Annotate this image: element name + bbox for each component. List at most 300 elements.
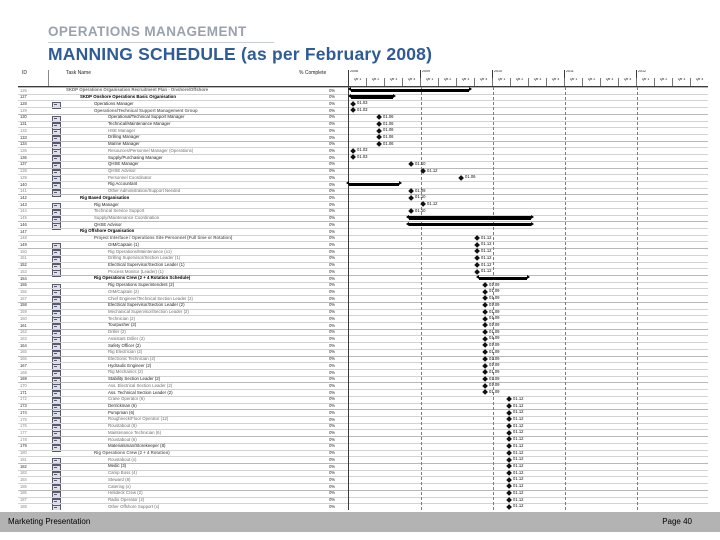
row-id: 179 <box>20 443 27 449</box>
percent-complete-value: 0% <box>329 456 335 462</box>
timescale-year: 2012 <box>637 70 708 78</box>
percent-complete-value: 0% <box>329 289 335 295</box>
row-id: 180 <box>20 450 27 456</box>
percent-complete-value: 0% <box>329 356 335 362</box>
task-name: Derrickman (6) <box>108 402 137 408</box>
gantt-milestone-label: 01.12 <box>513 395 524 401</box>
gantt-milestone-marker[interactable] <box>482 383 488 389</box>
timescale <box>348 70 708 87</box>
gantt-milestone-label: 01.12 <box>513 422 524 428</box>
percent-complete-value: 0% <box>329 101 335 107</box>
gantt-bars-area[interactable] <box>348 87 708 510</box>
gantt-chart <box>18 70 708 510</box>
gantt-milestone-label: 01.12 <box>513 489 524 495</box>
gantt-milestone-marker[interactable] <box>482 316 488 322</box>
percent-complete-value: 0% <box>329 503 335 509</box>
task-name: Electronic Technician (2) <box>108 355 156 361</box>
footer-page-number: Page 40 <box>662 517 692 526</box>
timescale-quarter: Qtr 1 <box>421 78 439 86</box>
task-name: Camp Boss (4) <box>108 470 137 476</box>
percent-complete-value: 0% <box>329 376 335 382</box>
row-id: 178 <box>20 436 27 442</box>
gantt-milestone-marker[interactable] <box>506 490 512 496</box>
gantt-milestone-label: 01.09 <box>489 308 500 314</box>
gantt-milestone-marker[interactable] <box>350 108 356 114</box>
task-name: Rig Operations/Maintenance (x1) <box>108 248 172 254</box>
percent-complete-value: 0% <box>329 174 335 180</box>
gantt-milestone-marker[interactable] <box>506 430 512 436</box>
percent-complete-value: 0% <box>329 443 335 449</box>
task-name: OIM/Captain (2) <box>108 288 139 294</box>
gantt-milestone-marker[interactable] <box>506 450 512 456</box>
timescale-quarter: Qtr 2 <box>511 78 529 86</box>
percent-complete-value: 0% <box>329 107 335 113</box>
percent-complete-value: 0% <box>329 483 335 489</box>
task-name: SKDP Operations Organisation Recruitment Plan - Onshore/Offshore <box>66 87 209 93</box>
gantt-milestone-label: 01.06 <box>383 127 394 133</box>
row-id: 136 <box>20 154 27 160</box>
gantt-milestone-marker[interactable] <box>474 249 480 255</box>
task-name: Rig Manager <box>94 201 119 207</box>
timescale-quarter: Qtr 4 <box>619 78 637 86</box>
gantt-milestone-marker[interactable] <box>474 235 480 241</box>
gantt-milestone-label: 01.06 <box>383 134 394 140</box>
percent-complete-value: 0% <box>329 148 335 154</box>
gantt-milestone-marker[interactable] <box>408 208 414 214</box>
row-id: 159 <box>20 309 27 315</box>
task-name: Ass. Electrical Section Leader (2) <box>108 382 173 388</box>
gantt-milestone-label: 01.06 <box>383 113 394 119</box>
slide-footer <box>0 512 720 532</box>
gantt-summary-bar[interactable] <box>409 223 531 227</box>
row-id: 152 <box>20 262 27 268</box>
row-id: 170 <box>20 383 27 389</box>
percent-complete-value: 0% <box>329 329 335 335</box>
row-id: 182 <box>20 463 27 469</box>
percent-complete-value: 0% <box>329 463 335 469</box>
row-id: 130 <box>20 114 27 120</box>
percent-complete-value: 0% <box>329 282 335 288</box>
task-name: Personnel Coordinator <box>108 174 152 180</box>
gantt-milestone-marker[interactable] <box>506 396 512 402</box>
gantt-milestone-marker[interactable] <box>376 128 382 134</box>
gantt-milestone-label: 01.06 <box>465 174 476 180</box>
task-name: Stability Section Leader (2) <box>108 376 161 382</box>
gantt-milestone-marker[interactable] <box>408 195 414 201</box>
gantt-milestone-marker[interactable] <box>350 148 356 154</box>
percent-complete-value: 0% <box>329 181 335 187</box>
title-divider <box>48 42 274 43</box>
percent-complete-value: 0% <box>329 242 335 248</box>
gantt-milestone-label: 01.03 <box>357 147 368 153</box>
gantt-summary-bar[interactable] <box>349 183 399 187</box>
gantt-milestone-marker[interactable] <box>350 101 356 107</box>
percent-complete-value: 0% <box>329 134 335 140</box>
percent-complete-value: 0% <box>329 403 335 409</box>
row-id: 145 <box>20 215 27 221</box>
timescale-quarters <box>349 78 708 86</box>
gantt-milestone-label: 01.10 <box>415 194 426 200</box>
percent-complete-value: 0% <box>329 201 335 207</box>
gantt-milestone-marker[interactable] <box>506 410 512 416</box>
task-name: Drilling Manager <box>108 134 140 140</box>
task-name: Rig Offshore Organisation <box>80 228 135 234</box>
gantt-summary-bar[interactable] <box>351 89 469 93</box>
percent-complete-value: 0% <box>329 215 335 221</box>
task-name: Catering (x) <box>108 483 131 489</box>
task-name: Hydraulic Engineer (2) <box>108 362 152 368</box>
percent-complete-value: 0% <box>329 235 335 241</box>
row-id: 171 <box>20 389 27 395</box>
timescale-quarter: Qtr 2 <box>367 78 385 86</box>
gantt-milestone-marker[interactable] <box>408 161 414 167</box>
gantt-summary-bar[interactable] <box>479 277 527 281</box>
percent-complete-value: 0% <box>329 322 335 328</box>
task-name: Supply/Purchasing Manager <box>108 154 163 160</box>
percent-complete-value: 0% <box>329 389 335 395</box>
gantt-milestone-label: 01.12 <box>513 402 524 408</box>
task-name: Tourpusher (2) <box>108 322 137 328</box>
row-id: 150 <box>20 248 27 254</box>
percent-complete-value: 0% <box>329 255 335 261</box>
row-id: 148 <box>20 235 27 241</box>
gantt-milestone-label: 01.09 <box>489 301 500 307</box>
gantt-milestone-marker[interactable] <box>376 121 382 127</box>
task-name: Electrical Supervisor/Section Leader (1) <box>108 261 185 267</box>
timescale-quarter: Qtr 4 <box>475 78 493 86</box>
gantt-milestone-marker[interactable] <box>376 134 382 140</box>
row-id: 139 <box>20 174 27 180</box>
page-title: MANNING SCHEDULE (as per February 2008) <box>48 44 433 64</box>
gantt-milestone-marker[interactable] <box>506 504 512 510</box>
percent-complete-value: 0% <box>329 430 335 436</box>
gantt-milestone-label: 01.09 <box>489 288 500 294</box>
percent-complete-value: 0% <box>329 268 335 274</box>
gantt-summary-bar[interactable] <box>409 216 531 220</box>
task-name: Roustabout (6) <box>108 436 137 442</box>
task-name: Roughneck/Floor Operator (12) <box>108 416 169 422</box>
column-header-id: ID <box>22 70 27 76</box>
percent-complete-value: 0% <box>329 248 335 254</box>
gantt-milestone-marker[interactable] <box>474 242 480 248</box>
gantt-milestone-label: 01.12 <box>513 416 524 422</box>
gantt-milestone-marker[interactable] <box>506 463 512 469</box>
gantt-milestone-marker[interactable] <box>482 356 488 362</box>
gantt-milestone-label: 01.09 <box>415 187 426 193</box>
percent-complete-value: 0% <box>329 416 335 422</box>
row-id: 165 <box>20 349 27 355</box>
row-id: 129 <box>20 107 27 113</box>
row-id: 128 <box>20 101 27 107</box>
row-id: 177 <box>20 430 27 436</box>
row-id: 186 <box>20 490 27 496</box>
row-id: 160 <box>20 315 27 321</box>
row-id: 131 <box>20 121 27 127</box>
row-id: 162 <box>20 329 27 335</box>
gantt-milestone-marker[interactable] <box>376 114 382 120</box>
row-id: 141 <box>20 188 27 194</box>
timescale-quarter: Qtr 4 <box>691 78 708 86</box>
percent-complete-value: 0% <box>329 497 335 503</box>
row-id: 169 <box>20 376 27 382</box>
timescale-quarter: Qtr 1 <box>565 78 583 86</box>
task-name: Driller (2) <box>108 329 126 335</box>
row-id: 181 <box>20 456 27 462</box>
gantt-milestone-marker[interactable] <box>482 390 488 396</box>
gantt-milestone-marker[interactable] <box>482 302 488 308</box>
timescale-year: 2010 <box>493 70 565 78</box>
timescale-quarter: Qtr 2 <box>583 78 601 86</box>
gantt-milestone-marker[interactable] <box>482 329 488 335</box>
percent-complete-value: 0% <box>329 342 335 348</box>
gantt-milestone-marker[interactable] <box>506 403 512 409</box>
row-id: 173 <box>20 403 27 409</box>
gantt-milestone-label: 01.12 <box>427 201 438 207</box>
task-name: Electrical Supervisor/Section Leader (2) <box>108 302 185 308</box>
task-name: Mechanical Supervisor/Section Leader (2) <box>108 308 189 314</box>
gantt-milestone-label: 01.12 <box>481 248 492 254</box>
timescale-quarter: Qtr 3 <box>457 78 475 86</box>
gantt-milestone-label: 01.12 <box>513 476 524 482</box>
percent-complete-value: 0% <box>329 221 335 227</box>
gantt-milestone-marker[interactable] <box>506 477 512 483</box>
percent-complete-value: 0% <box>329 369 335 375</box>
row-id: 154 <box>20 275 27 281</box>
gantt-milestone-label: 01.09 <box>489 322 500 328</box>
gantt-milestone-label: 01.09 <box>489 362 500 368</box>
gantt-header <box>18 70 708 87</box>
timescale-quarter: Qtr 2 <box>655 78 673 86</box>
chart-gridline <box>565 87 566 510</box>
task-note-icon[interactable] <box>52 505 61 510</box>
slide-kicker: OPERATIONS MANAGEMENT <box>48 24 247 39</box>
timescale-quarter: Qtr 1 <box>349 78 367 86</box>
task-name: Rig Mechanics (2) <box>108 369 144 375</box>
gantt-milestone-marker[interactable] <box>482 282 488 288</box>
task-name: Resources/Personnel Manager (Operations) <box>108 147 194 153</box>
gantt-milestone-label: 01.06 <box>383 140 394 146</box>
gantt-milestone-marker[interactable] <box>482 363 488 369</box>
gantt-milestone-label: 01.09 <box>489 355 500 361</box>
chart-gridline <box>421 87 422 510</box>
percent-complete-value: 0% <box>329 127 335 133</box>
gantt-milestone-marker[interactable] <box>482 289 488 295</box>
percent-complete-value: 0% <box>329 423 335 429</box>
percent-complete-value: 0% <box>329 470 335 476</box>
percent-complete-value: 0% <box>329 315 335 321</box>
task-name: Operations Manager <box>94 100 134 106</box>
gantt-milestone-label: 01.10 <box>415 207 426 213</box>
row-id: 156 <box>20 289 27 295</box>
percent-complete-value: 0% <box>329 262 335 268</box>
row-id: 158 <box>20 302 27 308</box>
gantt-milestone-label: 01.09 <box>489 328 500 334</box>
gantt-milestone-label: 01.12 <box>513 503 524 509</box>
gantt-milestone-label: 01.12 <box>513 496 524 502</box>
gantt-milestone-marker[interactable] <box>474 269 480 275</box>
gantt-milestone-label: 01.12 <box>481 234 492 240</box>
gantt-milestone-marker[interactable] <box>506 443 512 449</box>
gantt-milestone-marker[interactable] <box>506 470 512 476</box>
timescale-quarter: Qtr 3 <box>673 78 691 86</box>
percent-complete-value: 0% <box>329 302 335 308</box>
percent-complete-value: 0% <box>329 349 335 355</box>
gantt-milestone-marker[interactable] <box>482 369 488 375</box>
gantt-milestone-marker[interactable] <box>506 457 512 463</box>
row-id: 175 <box>20 416 27 422</box>
gantt-milestone-marker[interactable] <box>408 188 414 194</box>
row-id: 176 <box>20 423 27 429</box>
task-name: Rig Based Organisation <box>80 194 130 200</box>
gantt-milestone-label: 01.06 <box>383 120 394 126</box>
task-name: Maintenance Technician (6) <box>108 429 162 435</box>
column-divider-id <box>48 70 49 86</box>
percent-complete-value: 0% <box>329 114 335 120</box>
percent-complete-value: 0% <box>329 490 335 496</box>
percent-complete-value: 0% <box>329 161 335 167</box>
task-name: Rig Operations Superintendent (2) <box>108 282 175 288</box>
percent-complete-value: 0% <box>329 275 335 281</box>
gantt-milestone-label: 01.12 <box>513 483 524 489</box>
timescale-quarter: Qtr 3 <box>529 78 547 86</box>
task-name: Operational/Technical Support Manager <box>108 114 185 120</box>
task-name: OIM/Captain (1) <box>108 241 139 247</box>
gantt-milestone-marker[interactable] <box>458 175 464 181</box>
gantt-milestone-marker[interactable] <box>482 296 488 302</box>
gantt-milestone-marker[interactable] <box>506 437 512 443</box>
gantt-milestone-label: 01.09 <box>489 348 500 354</box>
task-name: Rig Electrician (2) <box>108 349 143 355</box>
gantt-milestone-label: 01.09 <box>489 315 500 321</box>
gantt-milestone-label: 01.03 <box>357 100 368 106</box>
task-name: SKDP Onshore Operations Basic Organisation <box>80 94 176 100</box>
gantt-milestone-label: 01.09 <box>489 375 500 381</box>
task-name: Technical Service Support <box>94 208 145 214</box>
gantt-milestone-label: 01.03 <box>357 154 368 160</box>
timescale-quarter: Qtr 1 <box>493 78 511 86</box>
task-name: QHSE Advisor <box>94 221 122 227</box>
task-name: Rig Accountant <box>108 181 138 187</box>
gantt-milestone-marker[interactable] <box>506 416 512 422</box>
task-name: Ass. Technical Section Leader (2) <box>108 389 173 395</box>
row-id: 147 <box>20 228 27 234</box>
gantt-milestone-marker[interactable] <box>482 349 488 355</box>
row-id: 166 <box>20 356 27 362</box>
row-id: 137 <box>20 161 27 167</box>
percent-complete-value: 0% <box>329 436 335 442</box>
percent-complete-value: 0% <box>329 87 335 93</box>
task-name: Safety Officer (2) <box>108 342 141 348</box>
percent-complete-value: 0% <box>329 396 335 402</box>
gantt-milestone-label: 01.09 <box>489 295 500 301</box>
gantt-milestone-label: 01.12 <box>427 167 438 173</box>
percent-complete-value: 0% <box>329 195 335 201</box>
gantt-milestone-label: 01.10 <box>415 160 426 166</box>
row-id: 126 <box>20 87 27 93</box>
task-name: Drilling Supervisor/Section Leader (1) <box>108 255 181 261</box>
percent-complete-value: 0% <box>329 121 335 127</box>
timescale-quarter: Qtr 2 <box>439 78 457 86</box>
gantt-milestone-marker[interactable] <box>506 423 512 429</box>
row-id: 127 <box>20 94 27 100</box>
row-id: 167 <box>20 362 27 368</box>
percent-complete-value: 0% <box>329 450 335 456</box>
column-header-task-name: Task Name <box>66 70 92 76</box>
percent-complete-value: 0% <box>329 208 335 214</box>
timescale-year: 2009 <box>421 70 493 78</box>
gantt-milestone-label: 01.09 <box>489 335 500 341</box>
row-id: 184 <box>20 477 27 483</box>
gantt-milestone-marker[interactable] <box>350 155 356 161</box>
gantt-milestone-label: 01.12 <box>513 429 524 435</box>
percent-complete-value: 0% <box>329 168 335 174</box>
task-name: Assistant Driller (2) <box>108 335 145 341</box>
task-name: QHSE Advisor <box>108 167 136 173</box>
task-name: Radio Operator (2) <box>108 496 145 502</box>
task-name: Roustabout (x) <box>108 456 137 462</box>
row-id: 146 <box>20 221 27 227</box>
row-id: 151 <box>20 255 27 261</box>
gantt-milestone-marker[interactable] <box>482 336 488 342</box>
gantt-milestone-marker[interactable] <box>482 376 488 382</box>
task-name: Other Administration/Support Needed <box>108 188 181 194</box>
row-id: 188 <box>20 503 27 509</box>
row-id: 134 <box>20 141 27 147</box>
timescale-years <box>349 70 708 78</box>
task-name: Supply/Maintenance Coordination <box>94 214 160 220</box>
gantt-milestone-marker[interactable] <box>482 322 488 328</box>
row-id: 164 <box>20 342 27 348</box>
gantt-milestone-marker[interactable] <box>474 262 480 268</box>
gantt-summary-bar[interactable] <box>351 95 393 99</box>
gantt-milestone-marker[interactable] <box>506 484 512 490</box>
percent-complete-value: 0% <box>329 188 335 194</box>
row-id: 187 <box>20 497 27 503</box>
gantt-milestone-marker[interactable] <box>474 255 480 261</box>
row-id: 168 <box>20 369 27 375</box>
task-name: Pumpman (6) <box>108 409 135 415</box>
percent-complete-value: 0% <box>329 477 335 483</box>
row-id: 140 <box>20 181 27 187</box>
gantt-milestone-marker[interactable] <box>376 141 382 147</box>
gantt-milestone-label: 01.12 <box>513 409 524 415</box>
row-id: 143 <box>20 201 27 207</box>
task-name: Crane Operator (6) <box>108 396 145 402</box>
task-name: Rig Operations Crew (2 + 4 Rotation) <box>94 449 170 455</box>
gantt-milestone-marker[interactable] <box>506 497 512 503</box>
task-name: Roustabout (6) <box>108 423 137 429</box>
percent-complete-value: 0% <box>329 154 335 160</box>
timescale-quarter: Qtr 3 <box>385 78 403 86</box>
task-name: Marine Manager <box>108 141 140 147</box>
gantt-milestone-marker[interactable] <box>482 309 488 315</box>
task-name: Operations/Technical Support Management Group <box>94 107 198 113</box>
task-name: Rig Operations Crew (2 + 4 Rotation Schedule) <box>94 275 191 281</box>
task-name: Chief Engineer/Technical Section Leader (2) <box>108 295 193 301</box>
gantt-milestone-marker[interactable] <box>482 343 488 349</box>
timescale-quarter: Qtr 3 <box>601 78 619 86</box>
percent-complete-value: 0% <box>329 141 335 147</box>
gantt-milestone-label: 01.12 <box>481 261 492 267</box>
row-id: 133 <box>20 134 27 140</box>
task-name: Helideck Crew (2) <box>108 490 143 496</box>
gantt-milestone-label: 01.12 <box>513 449 524 455</box>
row-id: 132 <box>20 127 27 133</box>
percent-complete-value: 0% <box>329 309 335 315</box>
gantt-milestone-label: 01.12 <box>513 456 524 462</box>
task-name: Materialsman/Storekeeper (8) <box>108 443 166 449</box>
row-id: 157 <box>20 295 27 301</box>
